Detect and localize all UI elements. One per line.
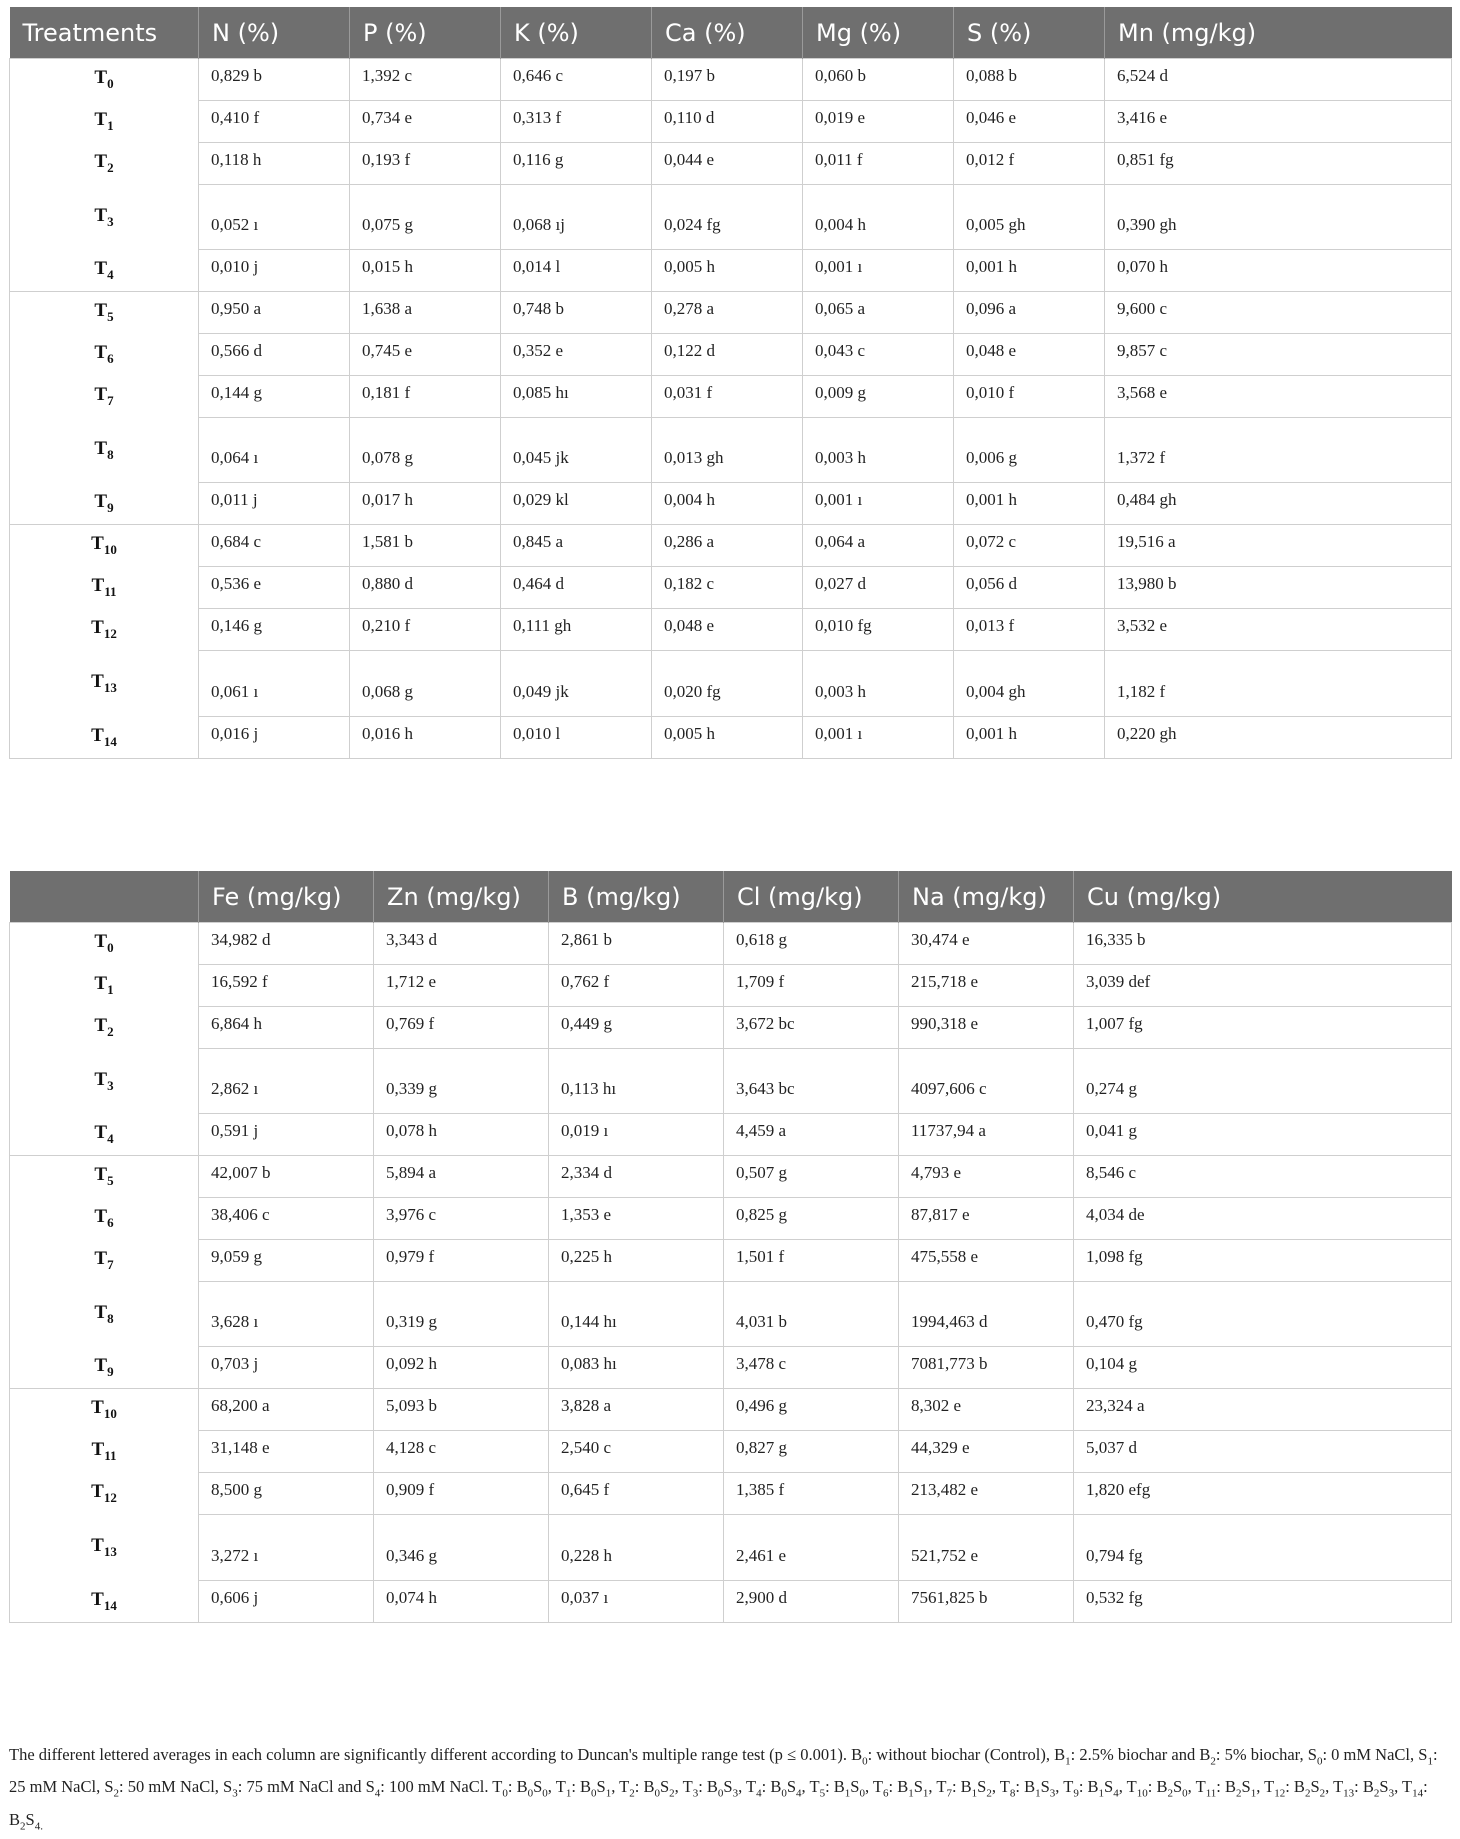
table-cell: 0,118 h (199, 143, 350, 185)
treatment-label: $T_4$ (10, 250, 199, 292)
table-cell: 0,286 a (652, 525, 803, 567)
table-cell: 3,272 ı (199, 1515, 374, 1581)
column-header: Na (mg/kg) (899, 871, 1074, 923)
table-row (10, 483, 1452, 525)
table-cell: 1,372 f (1105, 418, 1452, 483)
table-cell: 0,016 j (199, 717, 350, 759)
table-cell: 0,010 l (501, 717, 652, 759)
table-cell: 5,037 d (1074, 1431, 1452, 1473)
table-row (10, 717, 1452, 759)
table-cell: 6,864 h (199, 1007, 374, 1049)
table-cell: 0,064 ı (199, 418, 350, 483)
table-cell: 3,343 d (374, 923, 549, 965)
table-cell: 0,606 j (199, 1581, 374, 1623)
table-cell: 68,200 a (199, 1389, 374, 1431)
column-header: Ca (%) (652, 7, 803, 59)
table-cell: 13,980 b (1105, 567, 1452, 609)
table-cell: 0,014 l (501, 250, 652, 292)
table-cell: 9,059 g (199, 1240, 374, 1282)
table-cell: 2,862 ı (199, 1049, 374, 1114)
table-cell: 0,703 j (199, 1347, 374, 1389)
column-header: Fe (mg/kg) (199, 871, 374, 923)
table-cell: 0,027 d (803, 567, 954, 609)
treatment-label: $T_2$ (10, 143, 199, 185)
table-cell: 0,060 b (803, 59, 954, 101)
table-row (10, 1282, 1452, 1347)
nutrient-table-macro (9, 7, 1452, 759)
table-cell: 0,390 gh (1105, 185, 1452, 250)
treatment-label: $T_8$ (10, 418, 199, 483)
table-cell: 0,083 hı (549, 1347, 724, 1389)
table-cell: 0,274 g (1074, 1049, 1452, 1114)
table-cell: 0,048 e (954, 334, 1105, 376)
table-cell: 3,628 ı (199, 1282, 374, 1347)
table-cell: 7081,773 b (899, 1347, 1074, 1389)
table-cell: 4,034 de (1074, 1198, 1452, 1240)
table-cell: 2,900 d (724, 1581, 899, 1623)
column-header: Treatments (10, 7, 199, 59)
table-row (10, 1240, 1452, 1282)
table-row (10, 1347, 1452, 1389)
table-cell: 0,193 f (350, 143, 501, 185)
table-cell: 0,011 j (199, 483, 350, 525)
treatment-label: $T_3$ (10, 1049, 199, 1114)
table-cell: 1,385 f (724, 1473, 899, 1515)
table-cell: 0,110 d (652, 101, 803, 143)
table-cell: 0,088 b (954, 59, 1105, 101)
table-cell: 0,228 h (549, 1515, 724, 1581)
table-cell: 0,020 fg (652, 651, 803, 717)
table-cell: 0,566 d (199, 334, 350, 376)
table-cell: 4,031 b (724, 1282, 899, 1347)
column-header: P (%) (350, 7, 501, 59)
treatment-label: $T_{10}$ (10, 1389, 199, 1431)
table-cell: 0,068 ıj (501, 185, 652, 250)
column-header: B (mg/kg) (549, 871, 724, 923)
table-cell: 0,144 hı (549, 1282, 724, 1347)
table-cell: 5,894 a (374, 1156, 549, 1198)
table-cell: 3,039 def (1074, 965, 1452, 1007)
table-row (10, 1114, 1452, 1156)
table-cell: 215,718 e (899, 965, 1074, 1007)
table-cell: 0,003 h (803, 651, 954, 717)
column-header: K (%) (501, 7, 652, 59)
table-cell: 0,004 h (652, 483, 803, 525)
table-cell: 1,007 fg (1074, 1007, 1452, 1049)
table-cell: 0,092 h (374, 1347, 549, 1389)
table-row (10, 59, 1452, 101)
treatment-label: $T_{13}$ (10, 651, 199, 717)
treatment-label: $T_2$ (10, 1007, 199, 1049)
table-cell: 0,048 e (652, 609, 803, 651)
table-cell: 3,828 a (549, 1389, 724, 1431)
table-cell: 9,857 c (1105, 334, 1452, 376)
table-row (10, 1198, 1452, 1240)
table-cell: 1,501 f (724, 1240, 899, 1282)
table-cell: 0,045 jk (501, 418, 652, 483)
treatment-label: $T_{12}$ (10, 1473, 199, 1515)
table-cell: 6,524 d (1105, 59, 1452, 101)
column-header: Cl (mg/kg) (724, 871, 899, 923)
table-cell: 0,029 kl (501, 483, 652, 525)
table-cell: 0,146 g (199, 609, 350, 651)
table-row (10, 1581, 1452, 1623)
table-cell: 3,416 e (1105, 101, 1452, 143)
table-cell: 3,672 bc (724, 1007, 899, 1049)
table-cell: 0,845 a (501, 525, 652, 567)
table-row (10, 567, 1452, 609)
table-cell: 0,068 g (350, 651, 501, 717)
table-cell: 1,182 f (1105, 651, 1452, 717)
table-cell: 0,012 f (954, 143, 1105, 185)
table-cell: 0,339 g (374, 1049, 549, 1114)
table-cell: 0,072 c (954, 525, 1105, 567)
table-cell: 0,070 h (1105, 250, 1452, 292)
table-cell: 0,013 gh (652, 418, 803, 483)
table-cell: 0,410 f (199, 101, 350, 143)
table-cell: 0,104 g (1074, 1347, 1452, 1389)
table-cell: 19,516 a (1105, 525, 1452, 567)
table-cell: 11737,94 a (899, 1114, 1074, 1156)
table-cell: 521,752 e (899, 1515, 1074, 1581)
table-cell: 0,470 fg (1074, 1282, 1452, 1347)
table-cell: 0,116 g (501, 143, 652, 185)
table-cell: 0,979 f (374, 1240, 549, 1282)
table-row (10, 376, 1452, 418)
treatment-label: $T_9$ (10, 483, 199, 525)
treatment-label: $T_0$ (10, 59, 199, 101)
table-cell: 0,182 c (652, 567, 803, 609)
table-cell: 0,006 g (954, 418, 1105, 483)
table-cell: 0,049 jk (501, 651, 652, 717)
treatment-label: $T_5$ (10, 1156, 199, 1198)
table-cell: 4097,606 c (899, 1049, 1074, 1114)
table-cell: 5,093 b (374, 1389, 549, 1431)
table-cell: 44,329 e (899, 1431, 1074, 1473)
table-cell: 42,007 b (199, 1156, 374, 1198)
table-cell: 0,001 h (954, 250, 1105, 292)
treatment-label: $T_{11}$ (10, 1431, 199, 1473)
table-row (10, 334, 1452, 376)
table-cell: 0,019 ı (549, 1114, 724, 1156)
table-cell: 1994,463 d (899, 1282, 1074, 1347)
table-cell: 0,056 d (954, 567, 1105, 609)
table-cell: 0,019 e (803, 101, 954, 143)
table-row (10, 1473, 1452, 1515)
table-cell: 1,638 a (350, 292, 501, 334)
table-cell: 0,078 g (350, 418, 501, 483)
table-row (10, 292, 1452, 334)
table-cell: 2,461 e (724, 1515, 899, 1581)
column-header (10, 871, 199, 923)
table-cell: 0,004 gh (954, 651, 1105, 717)
treatment-label: $T_{12}$ (10, 609, 199, 651)
table-cell: 3,478 c (724, 1347, 899, 1389)
table-cell: 0,181 f (350, 376, 501, 418)
table-cell: 0,016 h (350, 717, 501, 759)
table-cell: 0,075 g (350, 185, 501, 250)
table-cell: 990,318 e (899, 1007, 1074, 1049)
table-cell: 0,646 c (501, 59, 652, 101)
table-header (10, 871, 1452, 923)
treatment-label: $T_6$ (10, 1198, 199, 1240)
table-row (10, 418, 1452, 483)
table-cell: 0,851 fg (1105, 143, 1452, 185)
table-cell: 0,015 h (350, 250, 501, 292)
table-row (10, 101, 1452, 143)
table-cell: 0,734 e (350, 101, 501, 143)
table-cell: 3,532 e (1105, 609, 1452, 651)
treatment-label: $T_7$ (10, 1240, 199, 1282)
table-cell: 0,449 g (549, 1007, 724, 1049)
table-cell: 0,001 h (954, 717, 1105, 759)
table-cell: 0,144 g (199, 376, 350, 418)
table-cell: 0,645 f (549, 1473, 724, 1515)
table-cell: 0,278 a (652, 292, 803, 334)
table-cell: 213,482 e (899, 1473, 1074, 1515)
table-cell: 0,096 a (954, 292, 1105, 334)
table-cell: 0,484 gh (1105, 483, 1452, 525)
table-cell: 0,122 d (652, 334, 803, 376)
table-cell: 4,459 a (724, 1114, 899, 1156)
column-header: S (%) (954, 7, 1105, 59)
table-cell: 0,591 j (199, 1114, 374, 1156)
table-cell: 0,618 g (724, 923, 899, 965)
table-cell: 0,085 hı (501, 376, 652, 418)
table-row (10, 1049, 1452, 1114)
table-cell: 1,392 c (350, 59, 501, 101)
table-cell: 0,496 g (724, 1389, 899, 1431)
table-cell: 0,065 a (803, 292, 954, 334)
table-cell: 16,335 b (1074, 923, 1452, 965)
table-cell: 0,532 fg (1074, 1581, 1452, 1623)
table-row (10, 1007, 1452, 1049)
table-cell: 0,004 h (803, 185, 954, 250)
table-row (10, 250, 1452, 292)
table-cell: 0,024 fg (652, 185, 803, 250)
treatment-label: $T_{11}$ (10, 567, 199, 609)
table-cell: 0,001 h (954, 483, 1105, 525)
table-cell: 0,013 f (954, 609, 1105, 651)
table-cell: 9,600 c (1105, 292, 1452, 334)
table-cell: 0,043 c (803, 334, 954, 376)
column-header: Mg (%) (803, 7, 954, 59)
table-row (10, 1389, 1452, 1431)
table-row (10, 965, 1452, 1007)
table-row (10, 1515, 1452, 1581)
table-cell: 0,319 g (374, 1282, 549, 1347)
table-cell: 4,128 c (374, 1431, 549, 1473)
table-cell: 0,113 hı (549, 1049, 724, 1114)
table-cell: 0,001 ı (803, 250, 954, 292)
treatment-label: $T_0$ (10, 923, 199, 965)
treatment-label: $T_4$ (10, 1114, 199, 1156)
treatment-label: $T_{10}$ (10, 525, 199, 567)
treatment-label: $T_8$ (10, 1282, 199, 1347)
table-row (10, 143, 1452, 185)
table-cell: 0,009 g (803, 376, 954, 418)
table-cell: 0,078 h (374, 1114, 549, 1156)
table-cell: 2,334 d (549, 1156, 724, 1198)
table-cell: 31,148 e (199, 1431, 374, 1473)
table-cell: 0,507 g (724, 1156, 899, 1198)
table-row (10, 609, 1452, 651)
table-cell: 0,346 g (374, 1515, 549, 1581)
table-cell: 30,474 e (899, 923, 1074, 965)
table-cell: 0,197 b (652, 59, 803, 101)
treatment-label: $T_6$ (10, 334, 199, 376)
column-header: N (%) (199, 7, 350, 59)
table-cell: 1,098 fg (1074, 1240, 1452, 1282)
table-cell: 8,302 e (899, 1389, 1074, 1431)
table-cell: 0,825 g (724, 1198, 899, 1240)
table-cell: 475,558 e (899, 1240, 1074, 1282)
table-cell: 3,976 c (374, 1198, 549, 1240)
table-cell: 0,061 ı (199, 651, 350, 717)
table-cell: 0,074 h (374, 1581, 549, 1623)
table-cell: 0,829 b (199, 59, 350, 101)
table-cell: 0,031 f (652, 376, 803, 418)
table-cell: 8,500 g (199, 1473, 374, 1515)
table-cell: 0,210 f (350, 609, 501, 651)
treatment-label: $T_3$ (10, 185, 199, 250)
table-cell: 3,643 bc (724, 1049, 899, 1114)
table-cell: 0,010 j (199, 250, 350, 292)
table-row (10, 185, 1452, 250)
table-cell: 0,762 f (549, 965, 724, 1007)
table-cell: 23,324 a (1074, 1389, 1452, 1431)
table-cell: 1,709 f (724, 965, 899, 1007)
table-cell: 7561,825 b (899, 1581, 1074, 1623)
treatment-label: $T_9$ (10, 1347, 199, 1389)
table-cell: 0,464 d (501, 567, 652, 609)
table-cell: 0,748 b (501, 292, 652, 334)
table-cell: 38,406 c (199, 1198, 374, 1240)
column-header: Mn (mg/kg) (1105, 7, 1452, 59)
treatment-label: $T_1$ (10, 965, 199, 1007)
table-row (10, 923, 1452, 965)
treatment-label: $T_7$ (10, 376, 199, 418)
table-cell: 0,909 f (374, 1473, 549, 1515)
table-cell: 0,536 e (199, 567, 350, 609)
table-header (10, 7, 1452, 59)
table-cell: 34,982 d (199, 923, 374, 965)
table-cell: 0,220 gh (1105, 717, 1452, 759)
table-row (10, 651, 1452, 717)
table-cell: 1,353 e (549, 1198, 724, 1240)
table-cell: 87,817 e (899, 1198, 1074, 1240)
table-row (10, 525, 1452, 567)
table-cell: 0,046 e (954, 101, 1105, 143)
table-cell: 0,794 fg (1074, 1515, 1452, 1581)
table-cell: 0,037 ı (549, 1581, 724, 1623)
table-row (10, 1431, 1452, 1473)
table-cell: 0,001 ı (803, 717, 954, 759)
column-header: Zn (mg/kg) (374, 871, 549, 923)
table-cell: 3,568 e (1105, 376, 1452, 418)
nutrient-table-micro (9, 871, 1452, 1623)
table-cell: 0,017 h (350, 483, 501, 525)
treatment-label: $T_{14}$ (10, 1581, 199, 1623)
table-cell: 0,827 g (724, 1431, 899, 1473)
table-cell: 0,003 h (803, 418, 954, 483)
table-cell: 0,950 a (199, 292, 350, 334)
table-cell: 0,745 e (350, 334, 501, 376)
table-cell: 0,005 h (652, 717, 803, 759)
treatment-label: $T_1$ (10, 101, 199, 143)
table-cell: 0,352 e (501, 334, 652, 376)
table-cell: 0,225 h (549, 1240, 724, 1282)
table-footnote: The different lettered averages in each column are significantly different according to Duncan's multiple range test (p ≤ 0.001). $B_0$: without biochar (Control), $B_1$: 2.5% biochar and $B_2$: 5% biochar, $S_0$: 0 mM NaCl, $S_1$: 25 mM NaCl, $S_2$: 50 mM NaCl, $S_3$: 75 mM NaCl and $S_4$: 100 mM NaCl. $T_0$: $B_0S_0$, $T_1$: $B_0S_1$, $T_2$: $B_0S_2$, $T_3$: $B_0S_3$, $T_4$: $B_0S_4$, $T_5$: $B_1S_0$, $T_6$: $B_1S_1$, $T_7$: $B_1S_2$, $T_8$: $B_1S_3$, $T_9$: $B_1S_4$, $T_{10}$: $B_2S_0$, $T_{11}$: $B_2S_1$, $T_{12}$: $B_2S_2$, $T_{13}$: $B_2S_3$, $T_{14}$: $B_2S_{4.}$ (9, 1745, 1438, 1832)
table-cell: 0,880 d (350, 567, 501, 609)
table-cell: 0,111 gh (501, 609, 652, 651)
table-cell: 16,592 f (199, 965, 374, 1007)
table-cell: 0,313 f (501, 101, 652, 143)
table-cell: 8,546 c (1074, 1156, 1452, 1198)
table-cell: 0,052 ı (199, 185, 350, 250)
table-cell: 0,005 gh (954, 185, 1105, 250)
table-cell: 0,684 c (199, 525, 350, 567)
table-cell: 1,712 e (374, 965, 549, 1007)
table-cell: 0,001 ı (803, 483, 954, 525)
table-cell: 0,005 h (652, 250, 803, 292)
table-cell: 1,581 b (350, 525, 501, 567)
table-row (10, 1156, 1452, 1198)
table-cell: 0,011 f (803, 143, 954, 185)
table-cell: 1,820 efg (1074, 1473, 1452, 1515)
table-cell: 0,041 g (1074, 1114, 1452, 1156)
table-cell: 2,540 c (549, 1431, 724, 1473)
table-cell: 0,010 f (954, 376, 1105, 418)
table-cell: 0,769 f (374, 1007, 549, 1049)
table-cell: 0,044 e (652, 143, 803, 185)
table-cell: 0,064 a (803, 525, 954, 567)
table-cell: 4,793 e (899, 1156, 1074, 1198)
treatment-label: $T_{14}$ (10, 717, 199, 759)
table-cell: 2,861 b (549, 923, 724, 965)
treatment-label: $T_{13}$ (10, 1515, 199, 1581)
table-cell: 0,010 fg (803, 609, 954, 651)
column-header: Cu (mg/kg) (1074, 871, 1452, 923)
treatment-label: $T_5$ (10, 292, 199, 334)
